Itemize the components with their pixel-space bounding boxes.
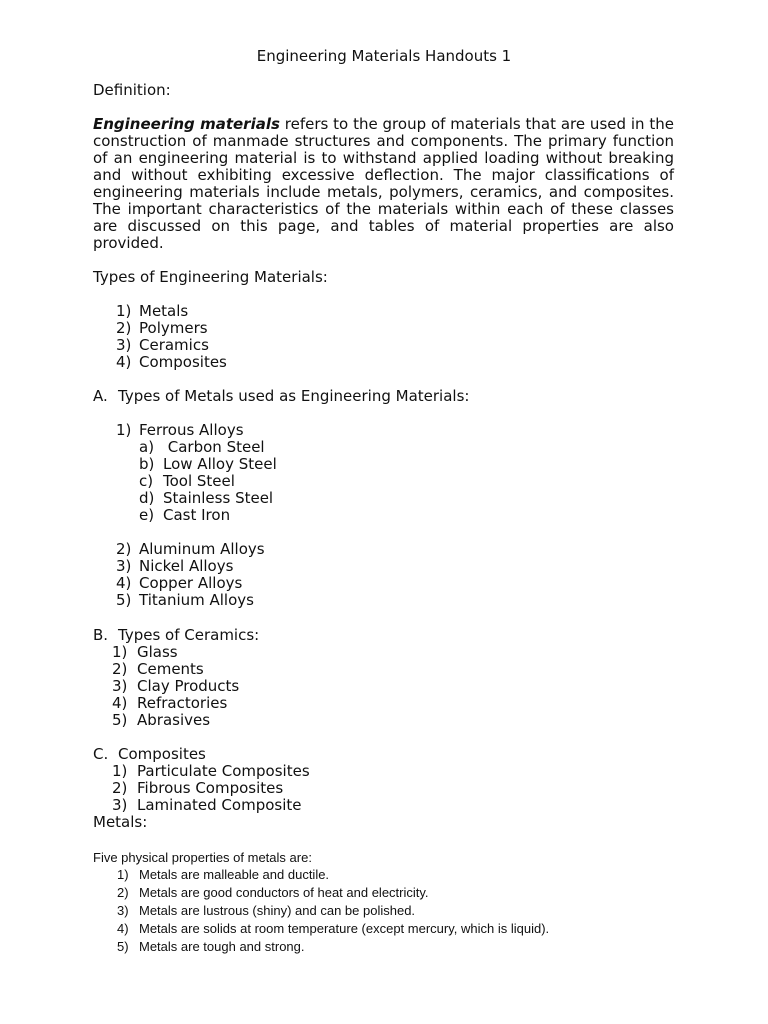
definition-text: refers to the group of materials that are used in the construction of manmade structures and components. The primary function of an engineering material is to withstand applied loading without breaking and without exhibiting excessive deflection. The major classifications of engineering materials include metals, polymers, ceramics, and composites. The important characteristics of the materials within each of these classes are discussed on this page, and tables of material properties are also provided. <box>93 115 674 252</box>
types-list <box>116 303 227 371</box>
list-item: 1) Metals <box>116 302 189 320</box>
list-item: a) Carbon Steel <box>139 438 265 456</box>
list-item: d) Stainless Steel <box>139 489 274 507</box>
page-title: Engineering Materials Handouts 1 <box>256 47 512 65</box>
list-item: 5) Abrasives <box>112 711 211 729</box>
section-c-heading: C. Composites <box>93 745 206 763</box>
list-item: 1) Ferrous Alloys <box>116 421 244 439</box>
definition-lead: Engineering materials <box>93 115 280 133</box>
section-a-other-list <box>116 541 265 609</box>
list-item: 4) Composites <box>116 353 227 371</box>
physical-properties-heading: Five physical properties of metals are: <box>93 850 312 865</box>
list-item: 3) Laminated Composite <box>112 796 302 814</box>
list-item: 3) Nickel Alloys <box>116 557 234 575</box>
section-a-ferrous <box>116 422 244 439</box>
metals-label: Metals: <box>93 813 148 831</box>
list-item: 1) Glass <box>112 643 178 661</box>
list-item: 4) Metals are solids at room temperature (except mercury, which is liquid). <box>117 921 550 936</box>
list-item: 2) Cements <box>112 660 204 678</box>
list-item: 3) Clay Products <box>112 677 240 695</box>
list-item: 2) Metals are good conductors of heat and electricity. <box>117 885 429 900</box>
list-item: c) Tool Steel <box>139 472 235 490</box>
section-a-ferrous-sublist <box>139 439 277 524</box>
section-b-heading: B. Types of Ceramics: <box>93 626 260 644</box>
list-item: 1) Particulate Composites <box>112 762 310 780</box>
section-a-heading: A. Types of Metals used as Engineering Materials: <box>93 387 470 405</box>
types-heading: Types of Engineering Materials: <box>93 268 328 286</box>
list-item: 4) Refractories <box>112 694 228 712</box>
list-item: 4) Copper Alloys <box>116 574 243 592</box>
section-b-list <box>112 644 239 729</box>
list-item: 2) Fibrous Composites <box>112 779 284 797</box>
list-item: 1) Metals are malleable and ductile. <box>117 867 330 882</box>
physical-properties-list <box>117 866 549 956</box>
section-c-list <box>112 763 310 814</box>
list-item: 2) Polymers <box>116 319 208 337</box>
list-item: b) Low Alloy Steel <box>139 455 277 473</box>
list-item: 5) Titanium Alloys <box>116 591 254 609</box>
list-item: 2) Aluminum Alloys <box>116 540 265 558</box>
list-item: 5) Metals are tough and strong. <box>117 939 305 954</box>
list-item: 3) Metals are lustrous (shiny) and can be polished. <box>117 903 416 918</box>
list-item: 3) Ceramics <box>116 336 209 354</box>
definition-paragraph <box>93 116 674 252</box>
definition-label: Definition: <box>93 81 171 99</box>
list-item: e) Cast Iron <box>139 506 231 524</box>
